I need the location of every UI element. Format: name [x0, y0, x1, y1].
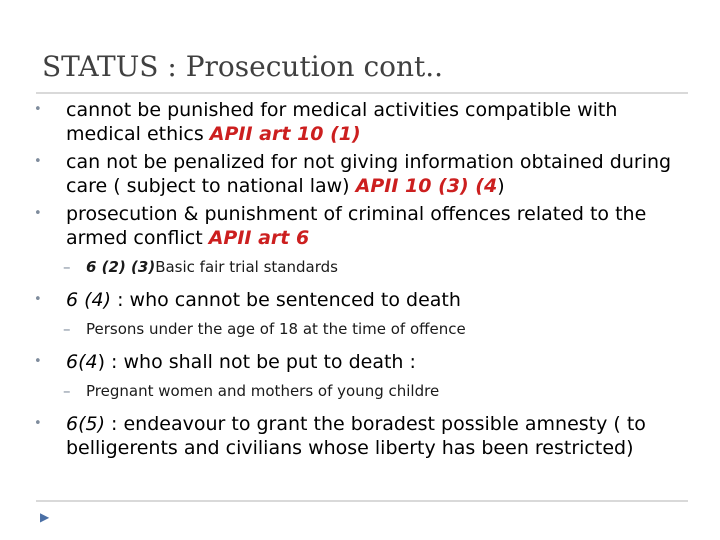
slide-title: STATUS : Prosecution cont..: [42, 50, 444, 83]
article-code: 6 (4): [66, 289, 112, 311]
slide-corner-icon: ▶: [40, 510, 50, 524]
sub-bullet-item: [30, 318, 690, 340]
bullet-dot-icon: •: [34, 102, 42, 117]
reference-tail: ): [497, 175, 505, 197]
bullet-text: can not be penalized for not giving information obtained during care ( subject to national law): [66, 151, 672, 197]
sub-bullet-item: [30, 380, 690, 402]
bullet-text: prosecution & punishment of criminal offences related to the armed conflict: [66, 203, 647, 249]
bullet-item: [30, 98, 690, 146]
reference-text: APII art 10 (1): [209, 123, 361, 145]
bullet-text: : who shall not be put to death :: [105, 351, 416, 373]
bullet-text: : who cannot be sentenced to death: [111, 289, 461, 311]
article-code-tail: ): [97, 351, 106, 373]
article-code: 6(5): [66, 413, 106, 435]
article-code: 6 (2) (3): [86, 258, 156, 276]
footer-divider: [36, 500, 688, 502]
slide-body: [30, 98, 690, 464]
sub-bullet-text: Pregnant women and mothers of young childre: [86, 382, 440, 400]
sub-bullet-text: Basic fair trial standards: [155, 258, 338, 276]
bullet-text: : endeavour to grant the boradest possible amnesty ( to belligerents and civilians whose liberty has been restricted): [66, 413, 646, 459]
sub-bullet-text: Persons under the age of 18 at the time of offence: [86, 320, 466, 338]
bullet-item: [30, 350, 690, 374]
bullet-dot-icon: •: [34, 416, 42, 431]
bullet-item: [30, 150, 690, 198]
dash-icon: –: [63, 382, 71, 400]
bullet-dot-icon: •: [34, 206, 42, 221]
reference-text: APII art 6: [208, 227, 310, 249]
bullet-dot-icon: •: [34, 154, 42, 169]
article-code: 6(4: [66, 351, 98, 373]
dash-icon: –: [63, 258, 71, 276]
sub-bullet-item: [30, 256, 690, 278]
bullet-text: cannot be punished for medical activities compatible with medical ethics: [66, 99, 618, 145]
bullet-dot-icon: •: [34, 354, 42, 369]
title-divider: [36, 92, 688, 94]
bullet-item: [30, 202, 690, 250]
bullet-dot-icon: •: [34, 292, 42, 307]
bullet-item: [30, 412, 690, 460]
reference-text: APII 10 (3) (4: [355, 175, 498, 197]
dash-icon: –: [63, 320, 71, 338]
bullet-item: [30, 288, 690, 312]
